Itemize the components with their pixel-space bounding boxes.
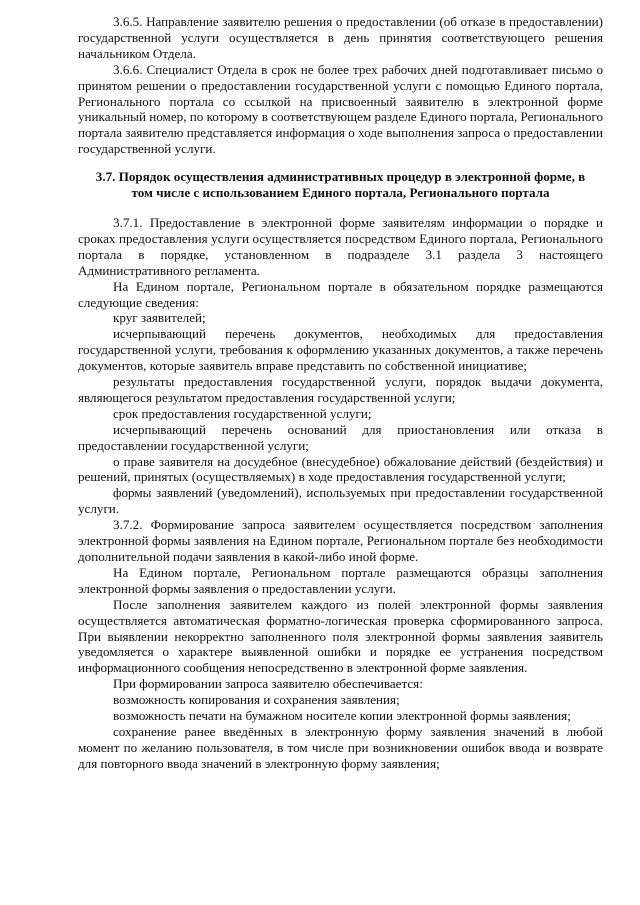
- paragraph-3-6-5: 3.6.5. Направление заявителю решения о предоставлении (об отказе в предоставлении) государственной услуги осуществляется в день принятия соответствующего решения начальником Отдела.: [78, 14, 603, 61]
- paragraph-3-7-1: 3.7.1. Предоставление в электронной форме заявителям информации о порядке и сроках предоставления услуги осуществляется посредством Единого портала, Регионального портала в порядке, установленном в подразделе 3.1 раздела 3 настоящего Административного регламента.: [78, 214, 603, 278]
- list-item-applicants: круг заявителей;: [113, 310, 206, 326]
- list-item-forms: формы заявлений (уведомлений), используемых при предоставлении государственной услуги.: [78, 485, 603, 517]
- paragraph-3-7-2: 3.7.2. Формирование запроса заявителем осуществляется посредством заполнения электронной формы заявления на Едином портале, Региональном портале без необходимости дополнительной подачи заявления в какой-либо иной форме.: [78, 517, 603, 564]
- list-item-appeal-right: о праве заявителя на досудебное (внесудебное) обжалование действий (бездействия) и решений, принятых (осуществляемых) в ходе предоставления государственной услуги;: [78, 453, 603, 485]
- paragraph-validation: После заполнения заявителем каждого из полей электронной формы заявления осуществляется автоматическая форматно-логическая проверка сформированного запроса. При выявлении некорректно заполненного поля электронной формы заявления заявитель уведомляется о характере выявленной ошибки и порядке ее устранения посредством информационного сообщения непосредственно в электронной форме заявления.: [78, 596, 603, 676]
- list-item-preserve-values: сохранение ранее введённых в электронную форму заявления значений в любой момент по желанию пользователя, в том числе при возникновении ошибок ввода и возврате для повторного ввода значений в электронную форму заявления;: [78, 723, 603, 771]
- list-item-copy-save: возможность копирования и сохранения заявления;: [113, 692, 400, 708]
- paragraph-3-6-6: 3.6.6. Специалист Отдела в срок не более трех рабочих дней подготавливает письмо о принятом решении о предоставлении государственной услуги с помощью Единого портала, Регионального портала со ссылкой на присвоенный заявителю в электронной форме уникальный номер, по которому в соответствующем разделе Единого портала, Регионального портала заявителю представляется информация о ходе выполнения запроса о предоставлении государственной услуги.: [78, 61, 603, 157]
- list-item-refusal-grounds: исчерпывающий перечень оснований для приостановления или отказа в предоставлении государственной услуги;: [78, 421, 603, 453]
- section-heading-3-7: 3.7. Порядок осуществления административных процедур в электронной форме, в том числе с использованием Единого портала, Регионального портала: [95, 169, 586, 201]
- paragraph-portal-info: На Едином портале, Региональном портале в обязательном порядке размещаются следующие сведения:: [78, 278, 603, 310]
- list-item-documents: исчерпывающий перечень документов, необходимых для предоставления государственной услуги, требования к оформлению указанных документов, а также перечень документов, которые заявитель вправе представить по собственной инициативе;: [78, 326, 603, 374]
- list-item-results: результаты предоставления государственной услуги, порядок выдачи документа, являющегося результатом предоставления государственной услуги;: [78, 374, 603, 405]
- paragraph-request-provides: При формировании запроса заявителю обеспечивается:: [113, 676, 423, 692]
- list-item-print: возможность печати на бумажном носителе копии электронной формы заявления;: [113, 708, 571, 724]
- list-item-term: срок предоставления государственной услуги;: [113, 405, 372, 421]
- paragraph-samples: На Едином портале, Региональном портале размещаются образцы заполнения электронной формы заявления о предоставлении услуги.: [78, 564, 603, 596]
